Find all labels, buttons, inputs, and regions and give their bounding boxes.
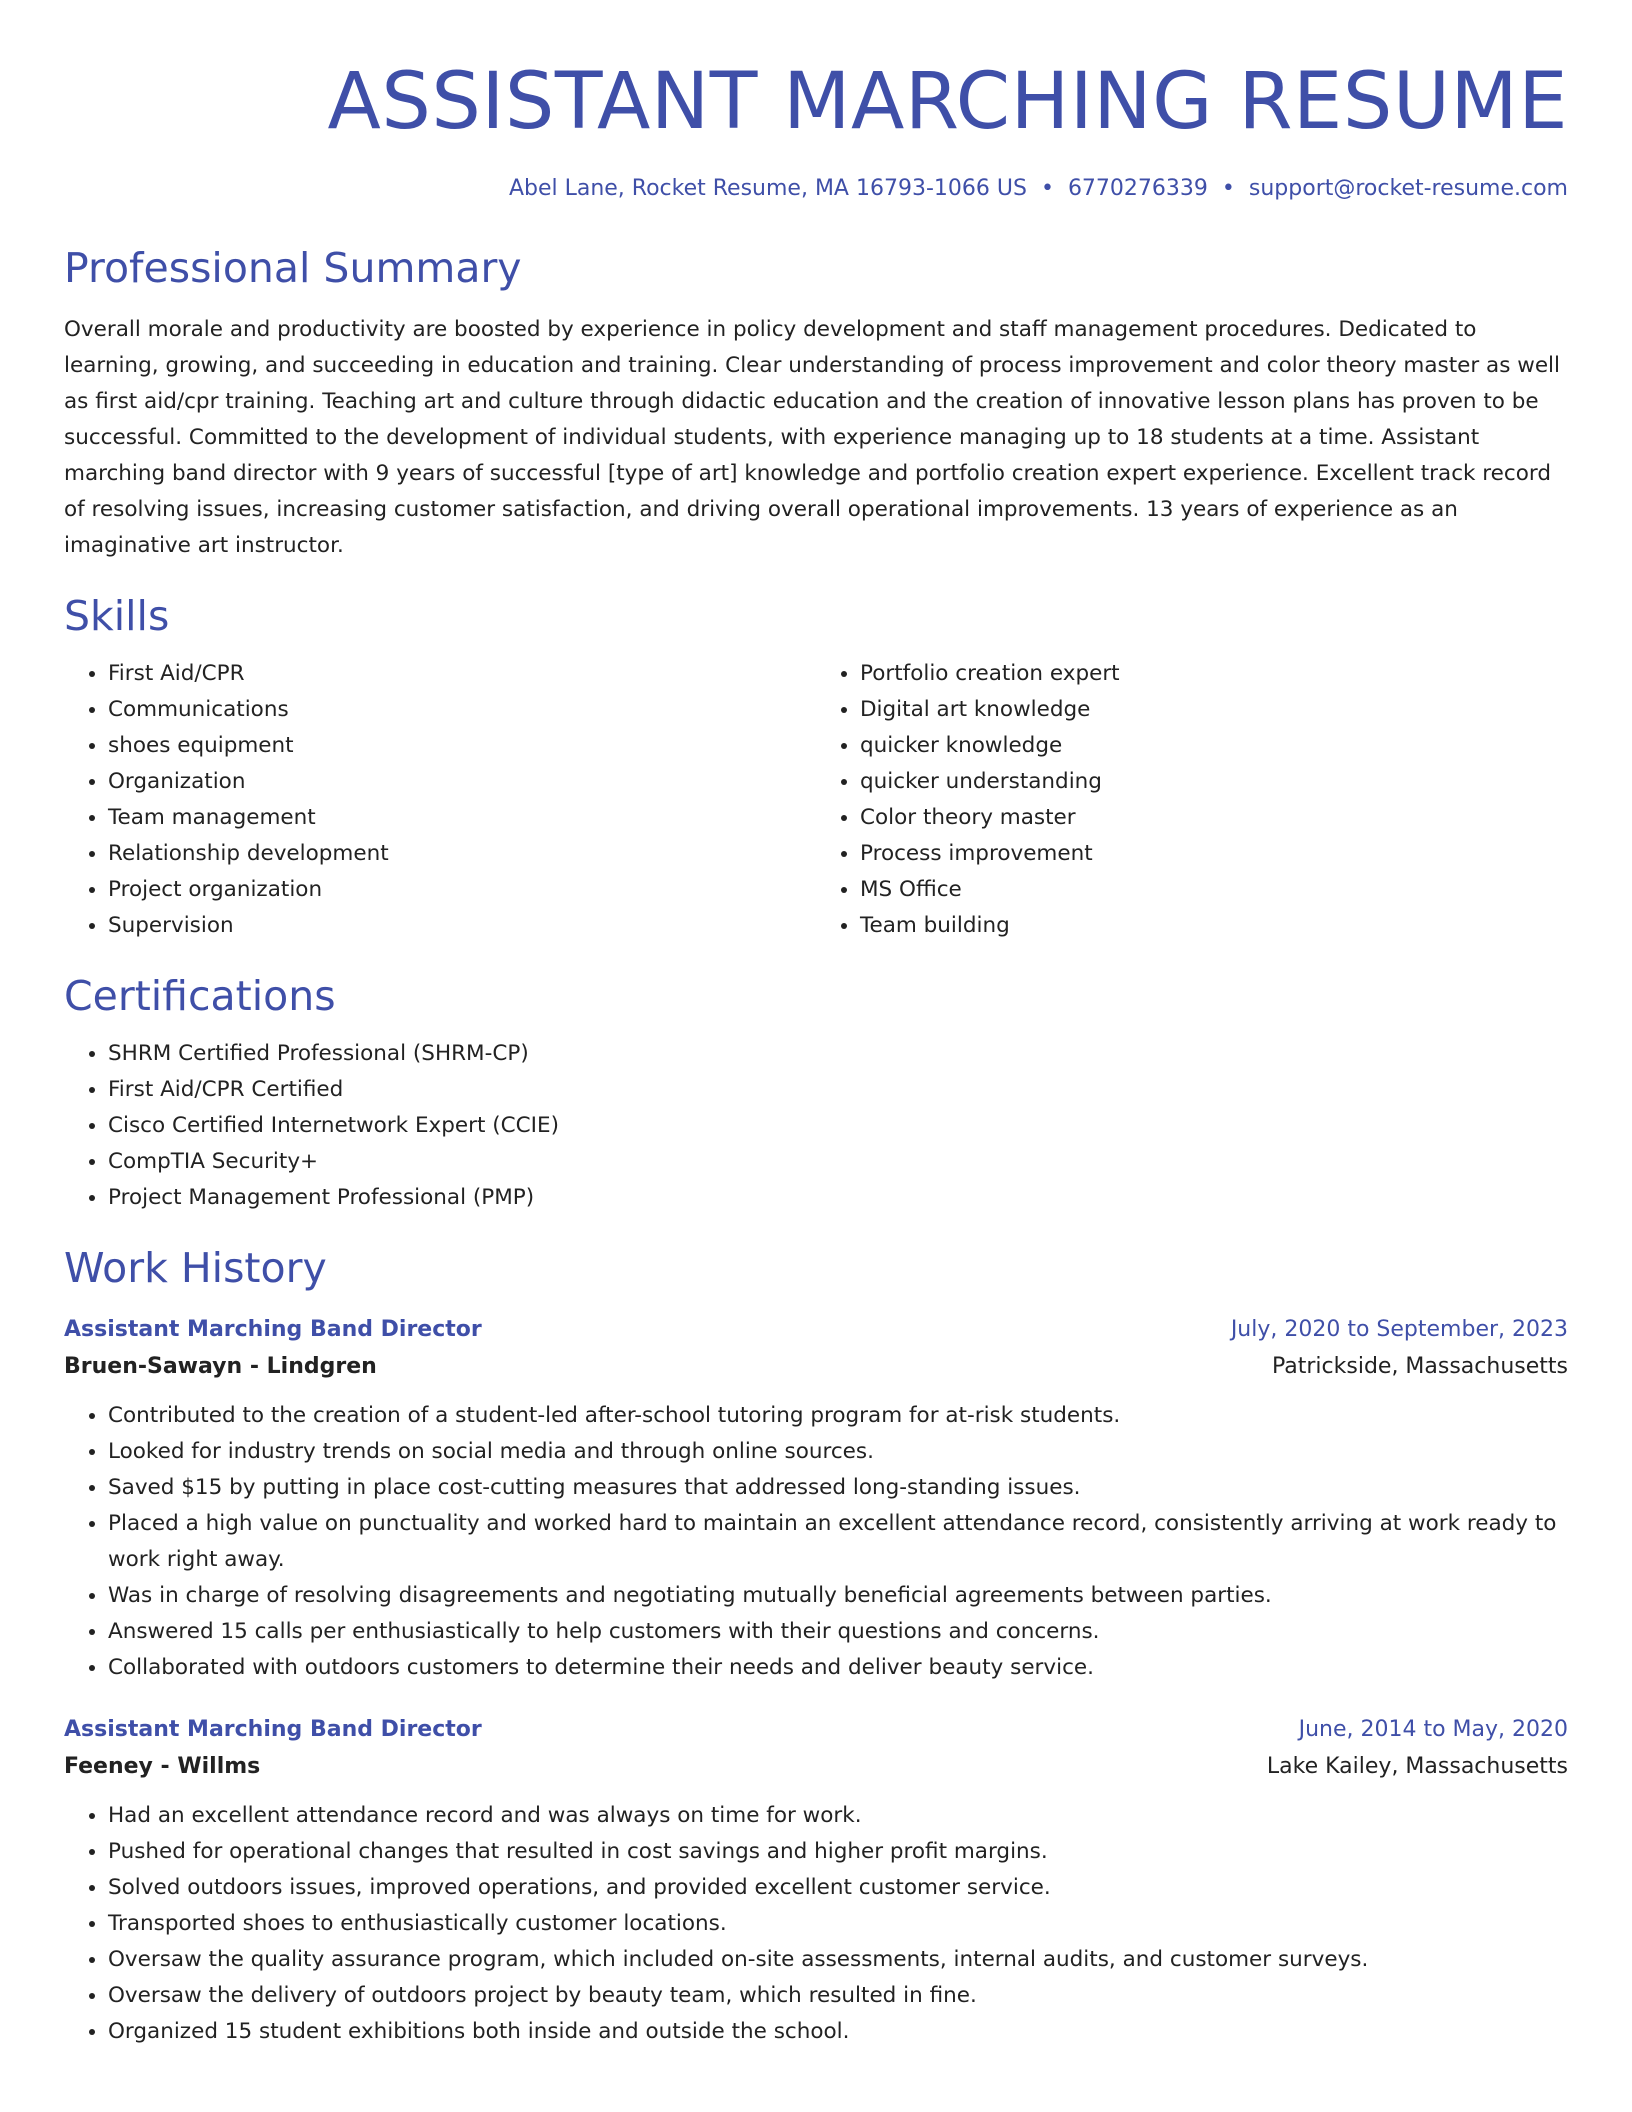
certification-item: • Cisco Certified Internetwork Expert (CCIE): [108, 1108, 1568, 1144]
job-bullet: • Oversaw the delivery of outdoors project by beauty team, which resulted in fine.: [108, 1978, 1568, 2014]
contact-separator: •: [1040, 176, 1054, 201]
contact-address: Abel Lane, Rocket Resume, MA 16793-1066 US: [508, 176, 1027, 201]
job-subheader: [64, 1348, 1568, 1386]
skill-item: • Team management: [108, 800, 816, 836]
job-bullet: • Was in charge of resolving disagreements and negotiating mutually beneficial agreements between parties.: [108, 1578, 1568, 1614]
contact-email[interactable]: support@rocket-resume.com: [1248, 176, 1568, 201]
skill-item: • First Aid/CPR: [108, 656, 816, 692]
skills-section: [64, 588, 1568, 944]
certifications-heading: Certifications: [64, 972, 336, 1020]
job-bullet: • Contributed to the creation of a student-led after-school tutoring program for at-risk students.: [108, 1398, 1568, 1434]
job-bullet: • Collaborated with outdoors customers to determine their needs and deliver beauty service.: [108, 1650, 1568, 1686]
contact-line: [64, 174, 1568, 204]
skills-list-right: [816, 656, 1568, 944]
skill-item: • Communications: [108, 692, 816, 728]
job-dates: June, 2014 to May, 2020: [1298, 1717, 1568, 1742]
job-title: Assistant Marching Band Director: [64, 1317, 482, 1342]
job-bullet: • Looked for industry trends on social media and through online sources.: [108, 1434, 1568, 1470]
skill-item: • Relationship development: [108, 836, 816, 872]
job-bullets: [64, 1398, 1568, 1686]
job-bullet: • Pushed for operational changes that resulted in cost savings and higher profit margins.: [108, 1834, 1568, 1870]
summary-heading: Professional Summary: [64, 244, 522, 292]
job-location: Patrickside, Massachusetts: [1271, 1354, 1568, 1379]
job-dates: July, 2020 to September, 2023: [1230, 1317, 1568, 1342]
contact-phone: 6770276339: [1067, 176, 1208, 201]
job-subheader: [64, 1748, 1568, 1786]
skills-heading: Skills: [64, 592, 170, 640]
certification-item: • CompTIA Security+: [108, 1144, 1568, 1180]
certifications-section: [64, 968, 1568, 1216]
skills-list-left: [64, 656, 816, 944]
skill-item: • Team building: [860, 908, 1568, 944]
job-company: Bruen-Sawayn - Lindgren: [64, 1354, 377, 1379]
skill-item: • Supervision: [108, 908, 816, 944]
skill-item: • Project organization: [108, 872, 816, 908]
skill-item: • Process improvement: [860, 836, 1568, 872]
job-bullet: • Had an excellent attendance record and was always on time for work.: [108, 1798, 1568, 1834]
skill-item: • shoes equipment: [108, 728, 816, 764]
job-bullet: • Oversaw the quality assurance program, which included on-site assessments, internal audits, and customer surveys.: [108, 1942, 1568, 1978]
job-company: Feeney - Willms: [64, 1754, 261, 1779]
certifications-list: [64, 1036, 1568, 1216]
contact-separator: •: [1221, 176, 1235, 201]
summary-section: [64, 240, 1568, 564]
job-bullet: • Solved outdoors issues, improved operations, and provided excellent customer service.: [108, 1870, 1568, 1906]
skill-item: • quicker understanding: [860, 764, 1568, 800]
certification-item: • First Aid/CPR Certified: [108, 1072, 1568, 1108]
work-history-section: [64, 1240, 1568, 2050]
summary-text: Overall morale and productivity are boosted by experience in policy development and staff management procedures. Dedicated to learning, growing, and succeeding in education and training. Clear understanding of process improvement and color theory master as well as first aid/cpr training. Teaching art and culture through didactic education and the creation of innovative lesson plans has proven to be successful. Committed to the development of individual students, with experience managing up to 18 students at a time. Assistant marching band director with 9 years of successful [type of art] knowledge and portfolio creation expert experience. Excellent track record of resolving issues, increasing customer satisfaction, and driving overall operational improvements. 13 years of experience as an imaginative art instructor.: [64, 317, 1560, 558]
skill-item: • Organization: [108, 764, 816, 800]
job-header: [64, 1312, 1568, 1348]
job-bullet: • Organized 15 student exhibitions both inside and outside the school.: [108, 2014, 1568, 2050]
skill-item: • MS Office: [860, 872, 1568, 908]
job-bullets: [64, 1798, 1568, 2050]
job-bullet: • Saved $15 by putting in place cost-cutting measures that addressed long-standing issues.: [108, 1470, 1568, 1506]
job-bullet: • Placed a high value on punctuality and worked hard to maintain an excellent attendance record, consistently arriving at work ready to work right away.: [108, 1506, 1568, 1578]
resume-title: ASSISTANT MARCHING RESUME: [327, 57, 1568, 147]
skill-item: • Portfolio creation expert: [860, 656, 1568, 692]
job-location: Lake Kailey, Massachusetts: [1266, 1754, 1568, 1779]
job-bullet: • Transported shoes to enthusiastically customer locations.: [108, 1906, 1568, 1942]
skill-item: • Digital art knowledge: [860, 692, 1568, 728]
certification-item: • SHRM Certified Professional (SHRM-CP): [108, 1036, 1568, 1072]
job-title: Assistant Marching Band Director: [64, 1717, 482, 1742]
certification-item: • Project Management Professional (PMP): [108, 1180, 1568, 1216]
skill-item: • quicker knowledge: [860, 728, 1568, 764]
skills-columns: [64, 656, 1568, 944]
work-history-heading: Work History: [64, 1244, 327, 1292]
job-bullet: • Answered 15 calls per enthusiastically to help customers with their questions and concerns.: [108, 1614, 1568, 1650]
job-entry: [64, 1312, 1568, 1686]
job-header: [64, 1712, 1568, 1748]
job-entry: [64, 1712, 1568, 2050]
skill-item: • Color theory master: [860, 800, 1568, 836]
